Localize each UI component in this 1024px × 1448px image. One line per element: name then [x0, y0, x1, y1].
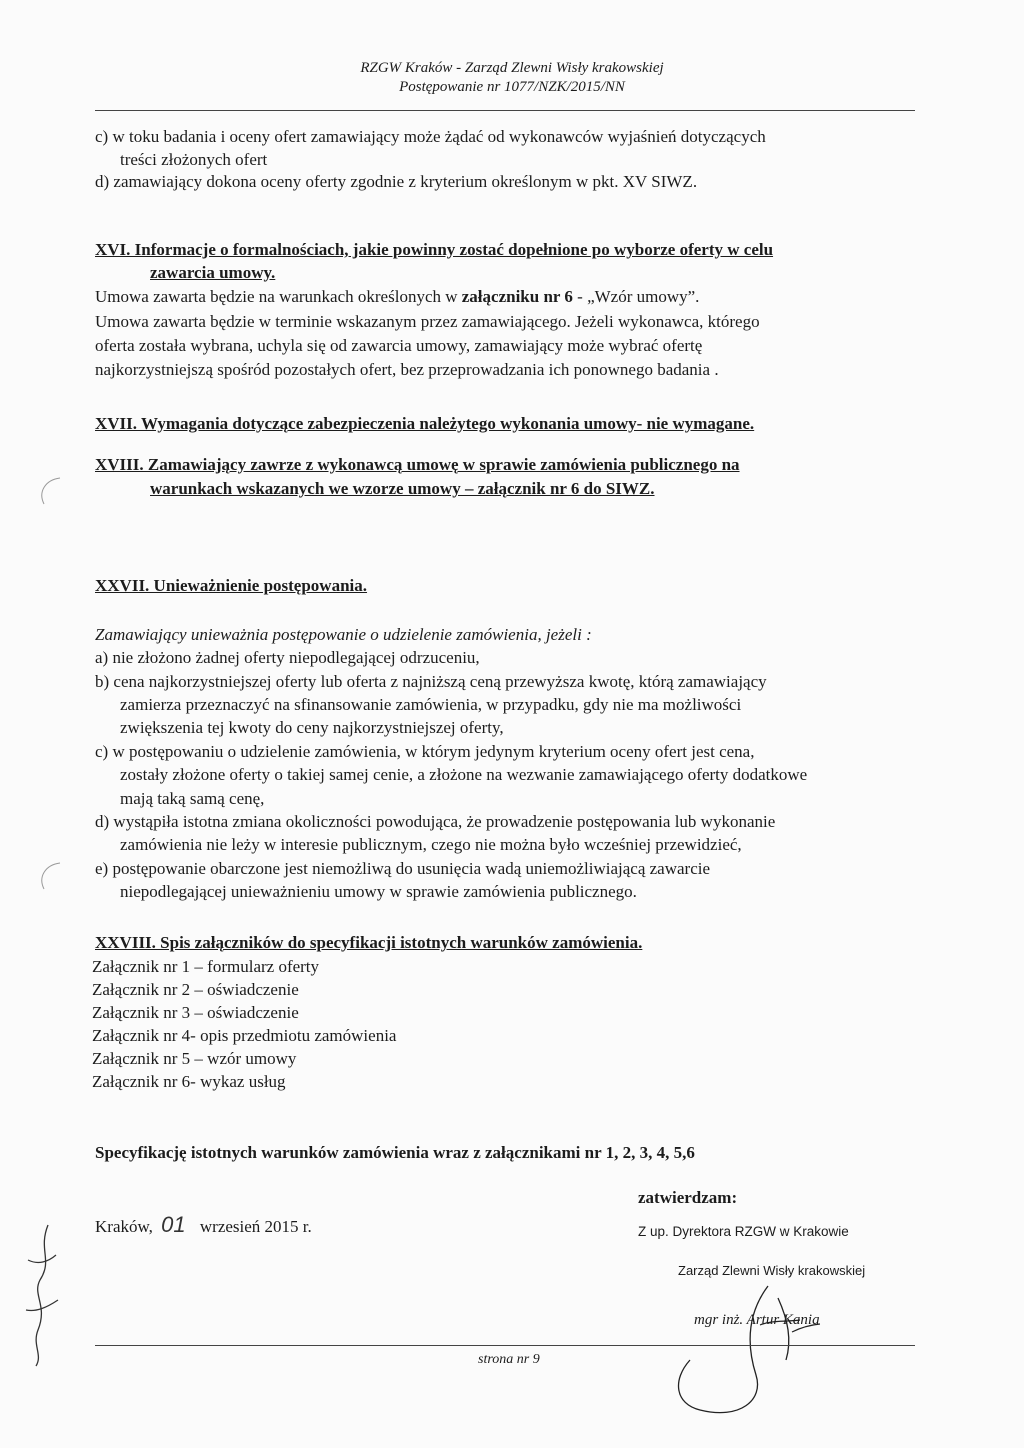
- item-c-line1: c) w toku badania i oceny ofert zamawiający może żądać od wykonawców wyjaśnień dotyczących: [95, 127, 766, 146]
- p1-text-start: Umowa zawarta będzie na warunkach określonych w: [95, 287, 462, 306]
- section-xvi-paragraph-4: najkorzystniejszą spośród pozostałych ofert, bez przeprowadzania ich ponownego badania .: [95, 360, 719, 379]
- date-month-year: wrzesień 2015 r.: [199, 1217, 312, 1236]
- section-xvi-paragraph-1: [95, 287, 699, 307]
- list-item-e: e) postępowanie obarczone jest niemożliwą do usunięcia wadą uniemożliwiającą zawarcie: [95, 859, 711, 878]
- specification-approval-line: Specyfikację istotnych warunków zamówienia wraz z załącznikami nr 1, 2, 3, 4, 5,6: [95, 1143, 695, 1162]
- attachment-1: Załącznik nr 1 – formularz oferty: [92, 957, 320, 976]
- date-day-handwritten: 01: [161, 1212, 186, 1237]
- list-item-e-cont: niepodlegającej unieważnieniu umowy w sprawie zamówienia publicznego.: [120, 882, 637, 901]
- date-place: Kraków,: [95, 1217, 153, 1236]
- list-item-b-cont1: zamierza przeznaczyć na sfinansowanie zamówienia, w przypadku, gdy nie ma możliwości: [120, 695, 742, 714]
- list-item-b: b) cena najkorzystniejszej oferty lub oferta z najniższą ceną przewyższa kwotę, którą zamawiający: [95, 672, 767, 691]
- p1-text-end: - „Wzór umowy”.: [572, 287, 700, 306]
- punch-hole-mark-bottom: [30, 855, 70, 895]
- header-procedure-number: Postępowanie nr 1077/NZK/2015/NN: [399, 79, 625, 95]
- signature-handwritten: [660, 1280, 890, 1430]
- attachment-2: Załącznik nr 2 – oświadczenie: [92, 980, 299, 999]
- attachment-3: Załącznik nr 3 – oświadczenie: [92, 1003, 299, 1022]
- section-xvii-heading: XVII. Wymagania dotyczące zabezpieczenia należytego wykonania umowy- nie wymagane.: [95, 414, 755, 433]
- stamp-line-2: Zarząd Zlewni Wisły krakowskiej: [678, 1263, 866, 1278]
- item-c-line2: treści złożonych ofert: [120, 150, 268, 169]
- p1-attachment-ref: załączniku nr 6: [461, 287, 573, 306]
- section-xxvii-intro: Zamawiający unieważnia postępowanie o udzielenie zamówienia, jeżeli :: [95, 625, 592, 644]
- list-item-c-cont2: mają taką samą cenę,: [120, 789, 265, 808]
- section-xviii-heading-cont: warunkach wskazanych we wzorze umowy – załącznik nr 6 do SIWZ.: [150, 479, 655, 498]
- list-item-c-cont1: zostały złożone oferty o takiej samej cenie, a złożone na wezwanie zamawiającego oferty dodatkowe: [120, 765, 808, 784]
- item-d-line: d) zamawiający dokona oceny oferty zgodnie z kryterium określonym w pkt. XV SIWZ.: [95, 172, 698, 191]
- footer-divider: [95, 1345, 915, 1346]
- section-xviii-heading: XVIII. Zamawiający zawrze z wykonawcą umowę w sprawie zamówienia publicznego na: [95, 455, 740, 474]
- list-item-b-cont2: zwiększenia tej kwoty do ceny najkorzystniejszej oferty,: [120, 718, 504, 737]
- date-line: [95, 1212, 312, 1237]
- attachment-4: Załącznik nr 4- opis przedmiotu zamówienia: [92, 1026, 397, 1045]
- list-item-c: c) w postępowaniu o udzielenie zamówienia, w którym jedynym kryterium oceny ofert jest cena,: [95, 742, 755, 761]
- stamp-line-3: mgr inż. Artur Kania: [694, 1312, 820, 1328]
- section-xvi-heading-cont: zawarcia umowy.: [150, 263, 276, 282]
- section-xxvii-heading: XXVII. Unieważnienie postępowania.: [95, 576, 368, 595]
- list-item-a: a) nie złożono żadnej oferty niepodlegającej odrzuceniu,: [95, 648, 480, 667]
- section-xvi-paragraph-3: oferta została wybrana, uchyla się od zawarcia umowy, zamawiający może wybrać ofertę: [95, 336, 703, 355]
- list-item-d-cont: zamówienia nie leży w interesie publicznym, czego nie można było wcześniej przewidzieć,: [120, 835, 742, 854]
- stamp-line-1: Z up. Dyrektora RZGW w Krakowie: [638, 1224, 849, 1239]
- section-xvi-paragraph-2: Umowa zawarta będzie w terminie wskazanym przez zamawiającego. Jeżeli wykonawca, którego: [95, 312, 760, 331]
- page-number: strona nr 9: [478, 1352, 540, 1367]
- punch-hole-mark-top: [30, 470, 70, 510]
- attachment-6: Załącznik nr 6- wykaz usług: [92, 1072, 286, 1091]
- margin-initials-handwritten: [18, 1220, 68, 1370]
- section-xvi-heading: XVI. Informacje o formalnościach, jakie powinny zostać dopełnione po wyborze oferty w celu: [95, 240, 774, 259]
- header-divider: [95, 110, 915, 111]
- header-organization: RZGW Kraków - Zarząd Zlewni Wisły krakowskiej: [360, 60, 664, 76]
- list-item-d: d) wystąpiła istotna zmiana okoliczności powodująca, że prowadzenie postępowania lub wykonanie: [95, 812, 776, 831]
- attachment-5: Załącznik nr 5 – wzór umowy: [92, 1049, 297, 1068]
- section-xxviii-heading: XXVIII. Spis załączników do specyfikacji istotnych warunków zamówienia.: [95, 933, 643, 952]
- approval-label: zatwierdzam:: [638, 1188, 738, 1207]
